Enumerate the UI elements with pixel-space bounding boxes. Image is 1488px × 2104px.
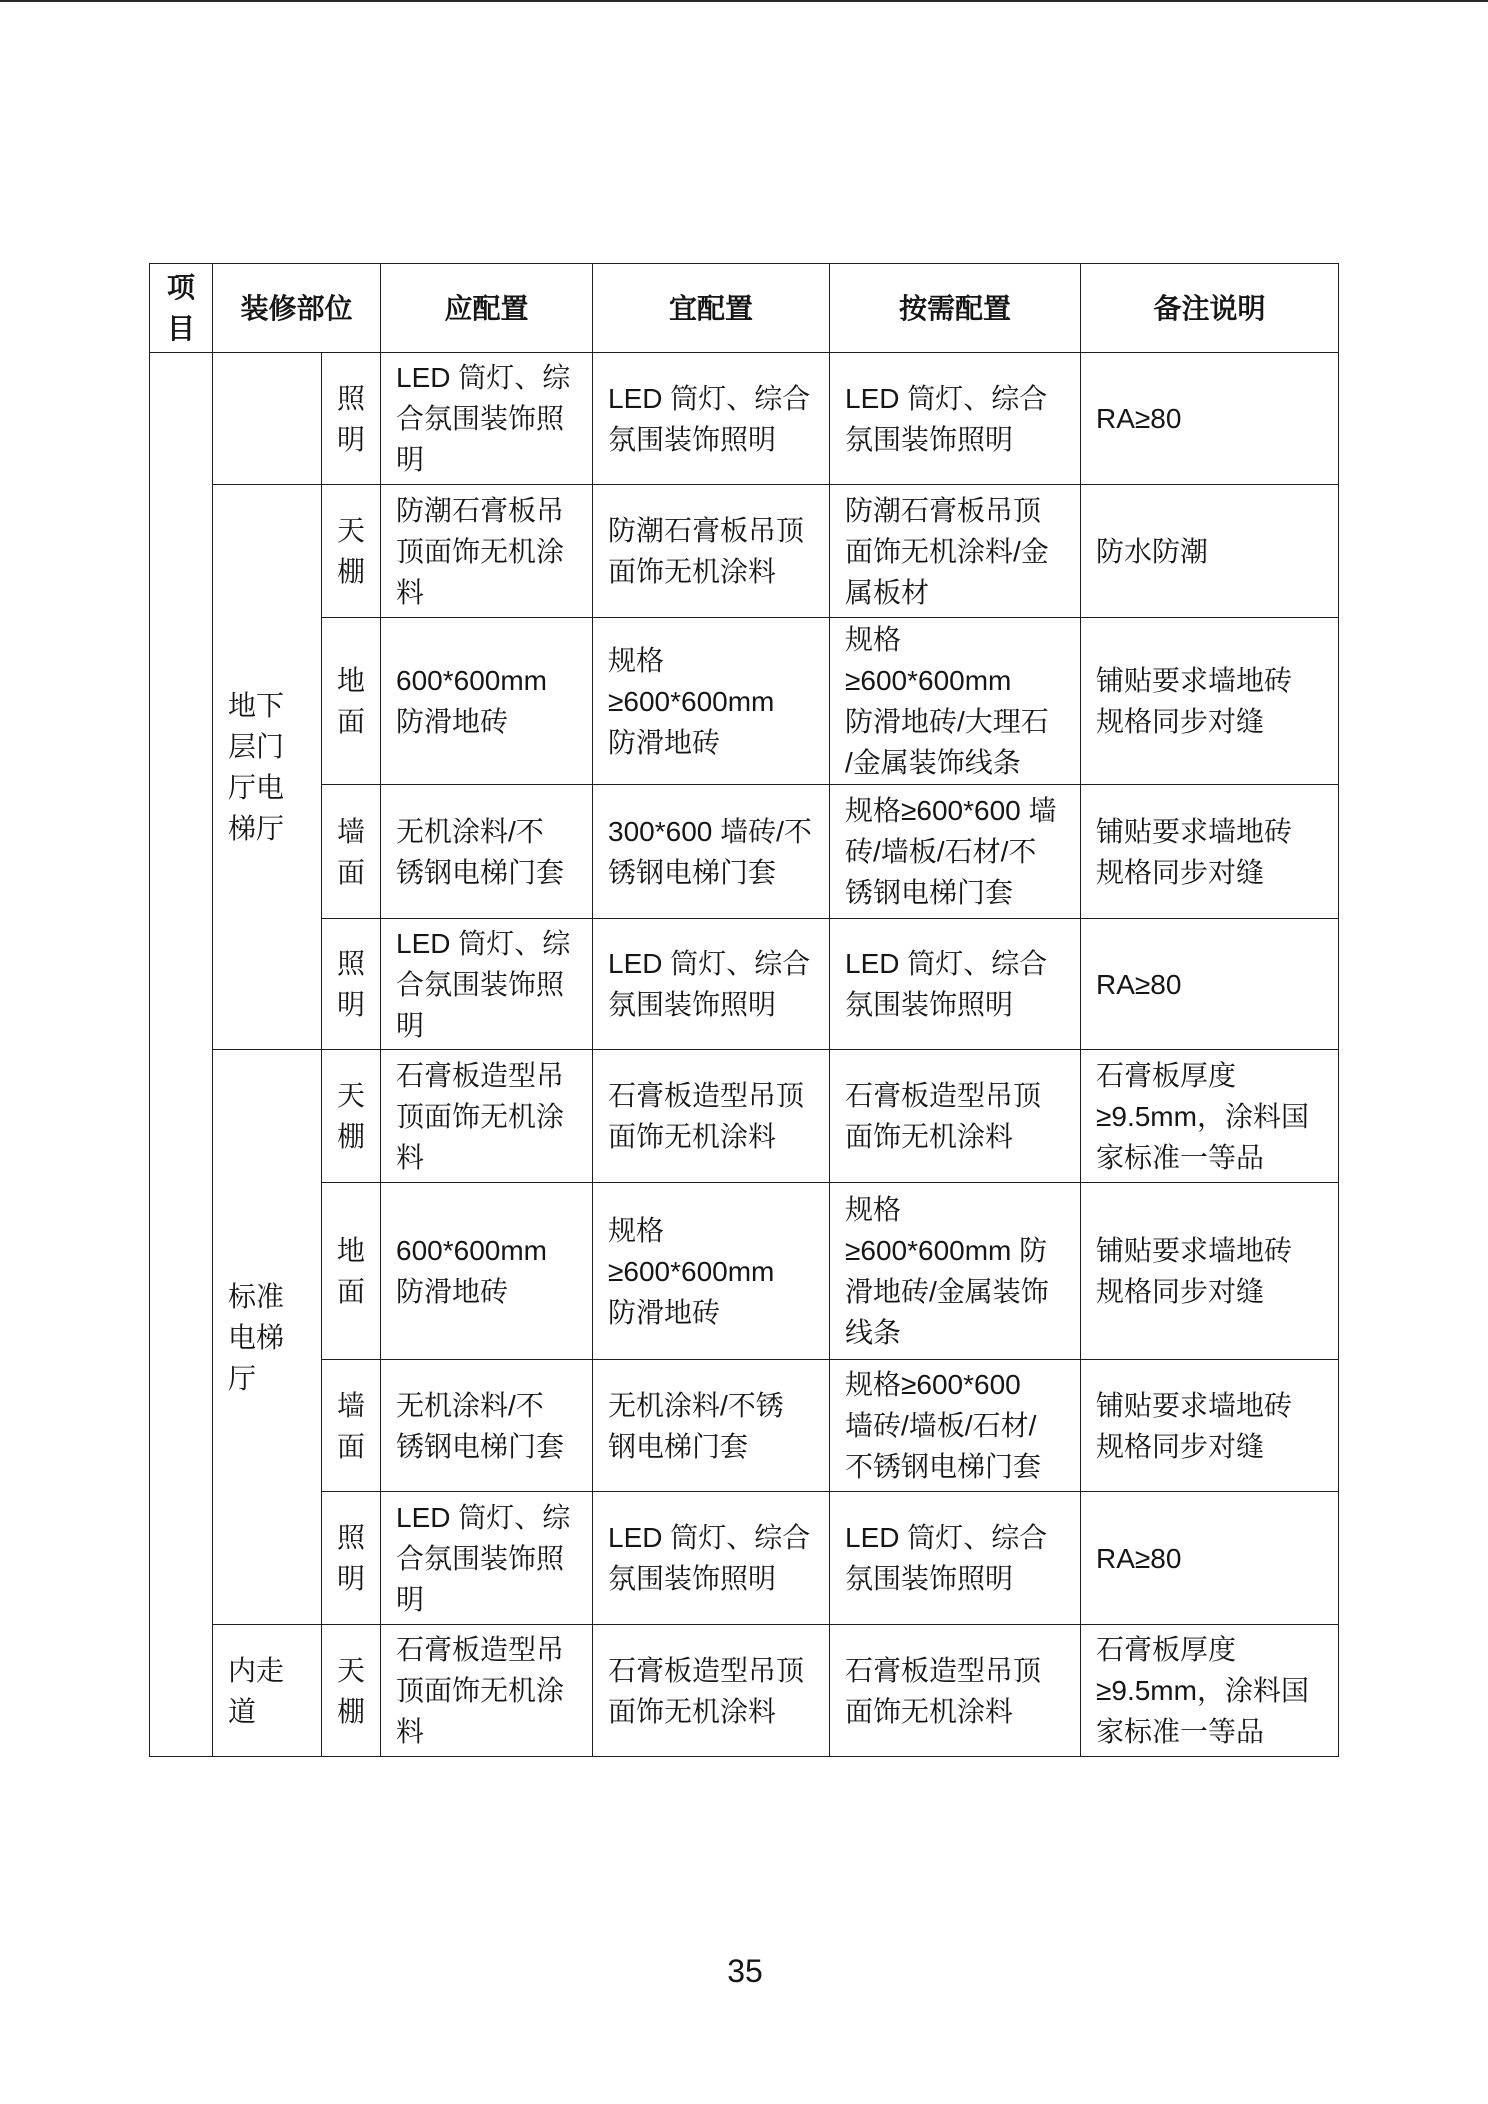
required-line: LED 筒灯、综 — [396, 1501, 571, 1533]
suggested-line: 防滑地砖 — [608, 1296, 721, 1328]
optional-line: 墙砖/墙板/石材/ — [845, 1410, 1037, 1441]
remarks-cell — [1081, 1360, 1339, 1492]
table-row — [150, 1625, 1339, 1757]
part-cell — [322, 485, 381, 618]
part-cell — [322, 1492, 381, 1625]
optional-cell — [830, 1625, 1081, 1757]
required-line: 料 — [396, 1141, 425, 1173]
optional-cell — [830, 919, 1081, 1050]
optional-line: 氛围装饰照明 — [845, 989, 1014, 1020]
required-line: 600*600mm — [396, 665, 547, 696]
suggested-line: LED 筒灯、综合 — [608, 948, 811, 979]
remarks-cell — [1081, 1492, 1339, 1625]
section-name-cell — [213, 353, 322, 485]
suggested-line: 防潮石膏板吊顶 — [608, 515, 805, 546]
section-name-cell — [213, 1050, 322, 1625]
part-name: 天棚 — [337, 515, 366, 587]
part-cell — [322, 353, 381, 485]
table-row — [150, 1183, 1339, 1360]
section-name-cell — [213, 1625, 322, 1757]
optional-cell — [830, 618, 1081, 785]
required-line: 料 — [396, 1716, 425, 1747]
remarks-line: 防水防潮 — [1096, 535, 1209, 567]
header-required — [381, 264, 593, 353]
suggested-line: 面饰无机涂料 — [608, 1695, 777, 1727]
optional-line: 规格≥600*600 墙 — [845, 795, 1057, 826]
required-line: 合氛围装饰照 — [396, 968, 565, 1000]
required-cell — [381, 919, 593, 1050]
header-remarks-label: 备注说明 — [1153, 292, 1266, 324]
optional-line: 规格 — [845, 624, 902, 655]
remarks-cell — [1081, 785, 1339, 919]
required-line: 防滑地砖 — [396, 1276, 509, 1307]
suggested-cell — [593, 785, 830, 919]
optional-line: 氛围装饰照明 — [845, 423, 1014, 455]
part-name: 墙面 — [337, 1389, 366, 1462]
suggested-line: 规格 — [608, 644, 665, 676]
suggested-cell — [593, 919, 830, 1050]
suggested-line: 氛围装饰照明 — [608, 989, 777, 1020]
required-line: 顶面饰无机涂 — [396, 1675, 565, 1706]
part-cell — [322, 785, 381, 919]
remarks-cell — [1081, 618, 1339, 785]
required-line: 石膏板造型吊 — [396, 1059, 565, 1091]
suggested-line: 300*600 墙砖/不 — [608, 815, 812, 847]
remarks-line: 铺贴要求墙地砖 — [1096, 665, 1293, 696]
optional-line: 面饰无机涂料 — [845, 1695, 1014, 1727]
part-cell — [322, 1050, 381, 1183]
suggested-cell — [593, 1492, 830, 1625]
optional-line: 砖/墙板/石材/不 — [845, 836, 1037, 867]
remarks-line: 家标准一等品 — [1096, 1716, 1265, 1747]
table-row — [150, 618, 1339, 785]
optional-line: 线条 — [845, 1317, 902, 1348]
optional-line: ≥600*600mm — [845, 665, 1012, 696]
optional-line: 滑地砖/金属装饰 — [845, 1276, 1049, 1307]
remarks-line: 铺贴要求墙地砖 — [1096, 1235, 1293, 1266]
suggested-cell — [593, 353, 830, 485]
optional-cell — [830, 353, 1081, 485]
table-row — [150, 919, 1339, 1050]
remarks-line: ≥9.5mm，涂料国 — [1096, 1100, 1309, 1132]
optional-line: 石膏板造型吊顶 — [845, 1080, 1042, 1111]
required-line: 料 — [396, 576, 425, 608]
suggested-line: ≥600*600mm — [608, 1255, 775, 1287]
required-line: LED 筒灯、综 — [396, 927, 571, 959]
section-name-cell — [213, 485, 322, 1050]
table-row — [150, 1050, 1339, 1183]
header-remarks — [1081, 264, 1339, 353]
required-line: 明 — [396, 1583, 425, 1615]
required-line: 合氛围装饰照 — [396, 403, 565, 434]
suggested-line: ≥600*600mm — [608, 685, 775, 717]
required-line: 明 — [396, 1009, 425, 1041]
required-cell — [381, 1360, 593, 1492]
section-name: 标准电梯厅 — [228, 1280, 285, 1394]
header-row — [150, 264, 1339, 353]
required-line: 防滑地砖 — [396, 706, 509, 737]
page-number: 35 — [727, 1953, 763, 1989]
table-row — [150, 1360, 1339, 1492]
suggested-line: LED 筒灯、综合 — [608, 382, 811, 414]
required-line: 明 — [396, 444, 425, 475]
page-top-rule — [0, 0, 1488, 2]
part-name: 照明 — [337, 1522, 366, 1594]
optional-line: 氛围装饰照明 — [845, 1563, 1014, 1594]
section-name: 内走道 — [228, 1654, 285, 1727]
optional-cell — [830, 1492, 1081, 1625]
remarks-line: ≥9.5mm，涂料国 — [1096, 1675, 1309, 1706]
remarks-line: 铺贴要求墙地砖 — [1096, 1389, 1293, 1421]
suggested-cell — [593, 1183, 830, 1360]
required-line: 600*600mm — [396, 1235, 547, 1266]
part-name: 天棚 — [337, 1654, 366, 1727]
suggested-cell — [593, 485, 830, 618]
optional-line: ≥600*600mm 防 — [845, 1235, 1048, 1266]
optional-line: LED 筒灯、综合 — [845, 382, 1048, 414]
required-line: 顶面饰无机涂 — [396, 535, 565, 567]
optional-line: 面饰无机涂料/金 — [845, 535, 1049, 567]
table-header — [150, 264, 1339, 353]
optional-cell — [830, 1050, 1081, 1183]
remarks-cell — [1081, 1050, 1339, 1183]
header-part-label: 装修部位 — [240, 292, 353, 324]
remarks-line: 石膏板厚度 — [1096, 1634, 1237, 1665]
remarks-line: 规格同步对缝 — [1096, 706, 1265, 737]
optional-line: 石膏板造型吊顶 — [845, 1654, 1042, 1686]
remarks-line: 规格同步对缝 — [1096, 856, 1265, 888]
suggested-line: 氛围装饰照明 — [608, 423, 777, 455]
required-cell — [381, 353, 593, 485]
required-cell — [381, 1050, 593, 1183]
part-name: 照明 — [337, 948, 366, 1020]
optional-line: 防潮石膏板吊顶 — [845, 494, 1042, 526]
required-line: LED 筒灯、综 — [396, 362, 571, 393]
required-line: 无机涂料/不 — [396, 815, 544, 847]
required-line: 无机涂料/不 — [396, 1389, 544, 1421]
optional-line: 防滑地砖/大理石 — [845, 706, 1049, 737]
suggested-line: 面饰无机涂料 — [608, 1121, 777, 1152]
optional-line: 不锈钢电梯门套 — [845, 1451, 1042, 1482]
part-cell — [322, 1625, 381, 1757]
suggested-line: 石膏板造型吊顶 — [608, 1654, 805, 1686]
required-cell — [381, 618, 593, 785]
required-line: 锈钢电梯门套 — [396, 856, 565, 888]
optional-cell — [830, 1360, 1081, 1492]
required-cell — [381, 1492, 593, 1625]
table-row — [150, 485, 1339, 618]
optional-line: 属板材 — [845, 576, 930, 608]
optional-cell — [830, 785, 1081, 919]
remarks-cell — [1081, 1183, 1339, 1360]
remarks-line: RA≥80 — [1096, 403, 1182, 434]
required-cell — [381, 485, 593, 618]
required-line: 石膏板造型吊 — [396, 1634, 565, 1665]
item-cell — [150, 353, 213, 1757]
header-item — [150, 264, 213, 353]
table-body — [150, 353, 1339, 1757]
optional-line: 锈钢电梯门套 — [845, 877, 1014, 908]
header-part — [213, 264, 381, 353]
part-cell — [322, 618, 381, 785]
header-suggested — [593, 264, 830, 353]
required-line: 顶面饰无机涂 — [396, 1100, 565, 1132]
optional-line: /金属装饰线条 — [845, 747, 1021, 778]
part-cell — [322, 1360, 381, 1492]
remarks-line: 铺贴要求墙地砖 — [1096, 815, 1293, 847]
optional-cell — [830, 1183, 1081, 1360]
part-name: 照明 — [337, 382, 366, 455]
remarks-cell — [1081, 919, 1339, 1050]
part-name: 墙面 — [337, 815, 366, 888]
header-suggested-label: 宜配置 — [669, 292, 754, 324]
suggested-line: 钢电梯门套 — [608, 1430, 749, 1462]
required-line: 合氛围装饰照 — [396, 1542, 565, 1574]
suggested-cell — [593, 1050, 830, 1183]
part-name: 天棚 — [337, 1080, 366, 1152]
part-name: 地面 — [337, 1235, 366, 1307]
remarks-line: 规格同步对缝 — [1096, 1430, 1265, 1462]
optional-line: LED 筒灯、综合 — [845, 948, 1048, 979]
suggested-cell — [593, 1625, 830, 1757]
section-name: 地下层门厅电梯厅 — [228, 690, 285, 844]
suggested-line: 防滑地砖 — [608, 726, 721, 758]
required-cell — [381, 785, 593, 919]
table-row — [150, 785, 1339, 919]
part-cell — [322, 919, 381, 1050]
decoration-spec-table — [149, 263, 1339, 1757]
remarks-cell — [1081, 353, 1339, 485]
remarks-line: RA≥80 — [1096, 1542, 1182, 1574]
optional-line: 规格≥600*600 — [845, 1369, 1021, 1400]
part-name: 地面 — [337, 665, 366, 737]
header-optional — [830, 264, 1081, 353]
suggested-line: 锈钢电梯门套 — [608, 856, 777, 888]
required-cell — [381, 1625, 593, 1757]
remarks-line: 石膏板厚度 — [1096, 1059, 1237, 1091]
required-line: 防潮石膏板吊 — [396, 494, 565, 526]
suggested-line: LED 筒灯、综合 — [608, 1522, 811, 1553]
required-cell — [381, 1183, 593, 1360]
suggested-line: 氛围装饰照明 — [608, 1563, 777, 1594]
optional-line: 规格 — [845, 1194, 902, 1225]
suggested-line: 无机涂料/不锈 — [608, 1389, 784, 1421]
optional-cell — [830, 485, 1081, 618]
remarks-line: 规格同步对缝 — [1096, 1276, 1265, 1307]
table-row — [150, 353, 1339, 485]
remarks-cell — [1081, 1625, 1339, 1757]
suggested-line: 规格 — [608, 1214, 665, 1246]
header-item-label: 项目 — [166, 272, 195, 344]
remarks-line: 家标准一等品 — [1096, 1141, 1265, 1173]
suggested-cell — [593, 1360, 830, 1492]
suggested-line: 面饰无机涂料 — [608, 556, 777, 587]
remarks-cell — [1081, 485, 1339, 618]
optional-line: 面饰无机涂料 — [845, 1121, 1014, 1152]
required-line: 锈钢电梯门套 — [396, 1430, 565, 1462]
part-cell — [322, 1183, 381, 1360]
optional-line: LED 筒灯、综合 — [845, 1522, 1048, 1553]
header-required-label: 应配置 — [444, 292, 529, 324]
remarks-line: RA≥80 — [1096, 968, 1182, 1000]
suggested-cell — [593, 618, 830, 785]
suggested-line: 石膏板造型吊顶 — [608, 1080, 805, 1111]
table-row — [150, 1492, 1339, 1625]
header-optional-label: 按需配置 — [899, 292, 1012, 324]
